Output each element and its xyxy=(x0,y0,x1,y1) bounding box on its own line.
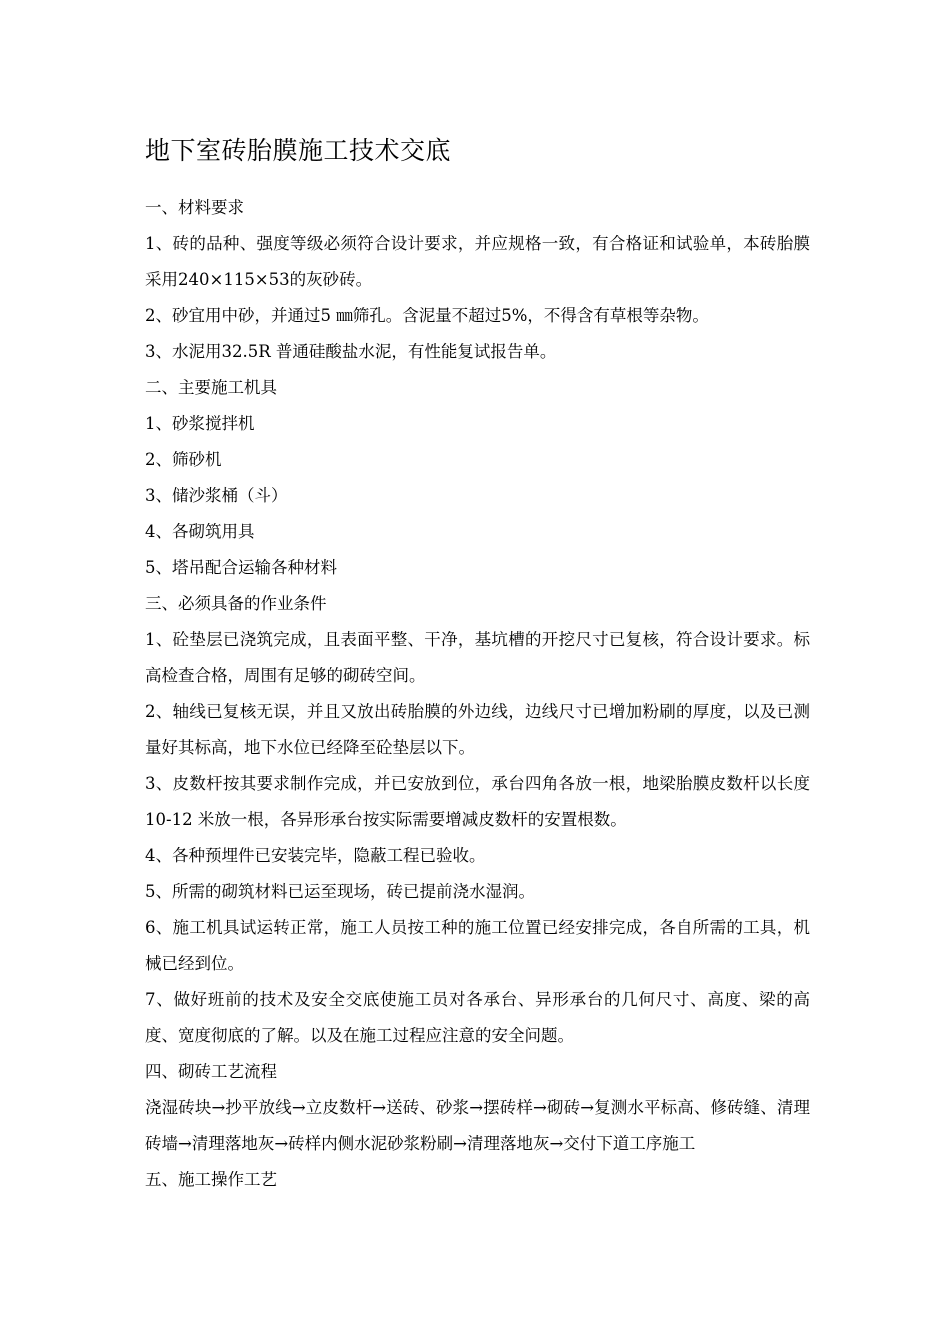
list-item-tool-5: 5、塔吊配合运输各种材料 xyxy=(145,558,337,577)
list-item-tool-2: 2、筛砂机 xyxy=(145,450,222,469)
paragraph-condition-3: 3、皮数杆按其要求制作完成，并已安放到位，承台四角各放一根，地梁胎膜皮数杆以长度10-12 米放一根，各异形承台按实际需要增减皮数杆的安置根数。 xyxy=(145,774,810,829)
list-item-tool-4: 4、各砌筑用具 xyxy=(145,522,255,541)
paragraph-materials-2: 2、砂宜用中砂，并通过5 ㎜筛孔。含泥量不超过5%，不得含有草根等杂物。 xyxy=(145,306,709,325)
paragraph-materials-1: 1、砖的品种、强度等级必须符合设计要求，并应规格一致，有合格证和试验单，本砖胎膜采用240×115×53的灰砂砖。 xyxy=(145,234,810,289)
document-title: 地下室砖胎膜施工技术交底 xyxy=(145,136,452,165)
paragraph-condition-4: 4、各种预埋件已安装完毕，隐蔽工程已验收。 xyxy=(145,846,486,865)
paragraph-materials-3: 3、水泥用32.5R 普通硅酸盐水泥，有性能复试报告单。 xyxy=(145,342,557,361)
paragraph-process-flow: 浇湿砖块→抄平放线→立皮数杆→送砖、砂浆→摆砖样→砌砖→复测水平标高、修砖缝、清理砖墙→清理落地灰→砖样内侧水泥砂浆粉刷→清理落地灰→交付下道工序施工 xyxy=(145,1098,810,1153)
list-item-tool-3: 3、储沙浆桶（斗） xyxy=(145,486,288,505)
paragraph-condition-7: 7、做好班前的技术及安全交底使施工员对各承台、异形承台的几何尺寸、高度、梁的高度、宽度彻底的了解。以及在施工过程应注意的安全问题。 xyxy=(145,990,810,1045)
list-item-tool-1: 1、砂浆搅拌机 xyxy=(145,414,255,433)
paragraph-condition-5: 5、所需的砌筑材料已运至现场，砖已提前浇水湿润。 xyxy=(145,882,535,901)
section-heading-tools: 二、主要施工机具 xyxy=(145,378,277,397)
paragraph-condition-6: 6、施工机具试运转正常，施工人员按工种的施工位置已经安排完成，各自所需的工具，机械已经到位。 xyxy=(145,918,810,973)
document-page xyxy=(145,132,810,1198)
paragraph-condition-1: 1、砼垫层已浇筑完成，且表面平整、干净，基坑槽的开挖尺寸已复核，符合设计要求。标高检查合格，周围有足够的砌砖空间。 xyxy=(145,630,810,685)
section-heading-conditions: 三、必须具备的作业条件 xyxy=(145,594,327,613)
section-heading-materials: 一、材料要求 xyxy=(145,198,244,217)
section-heading-process-flow: 四、砌砖工艺流程 xyxy=(145,1062,277,1081)
section-heading-operation: 五、施工操作工艺 xyxy=(145,1170,277,1189)
paragraph-condition-2: 2、轴线已复核无误，并且又放出砖胎膜的外边线，边线尺寸已增加粉刷的厚度，以及已测量好其标高，地下水位已经降至砼垫层以下。 xyxy=(145,702,810,757)
